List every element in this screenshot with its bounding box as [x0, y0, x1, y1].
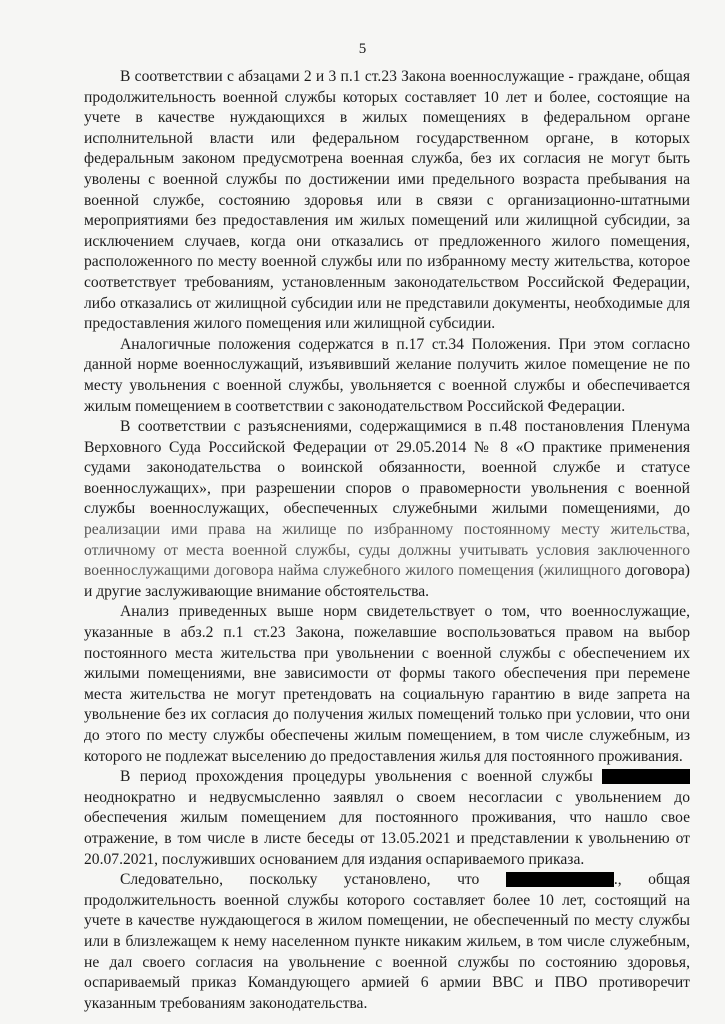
page-number: 5 [358, 41, 367, 57]
faded-text: реализации ими права на жилище по избранному постоянному месту жительства, отличному от места военной службы, суды должны учитывать условия заключенного военнослужащими договора найма служебного жилого помещения (жилищного [84, 521, 690, 580]
redacted-name-block [506, 872, 614, 887]
redacted-name-block [602, 769, 690, 784]
paragraph-text-start: Следовательно, поскольку установлено, что [120, 871, 506, 889]
paragraph-analysis: Анализ приведенных выше норм свидетельствует о том, что военнослужащие, указанные в абз.2 п.1 ст.23 Закона, пожелавшие воспользоваться правом на выбор постоянного места жительства при увольнении с военной службы с обеспечением их жилыми помещениями, вне зависимости от формы такого обеспечения при перемене места жительства не могут претендовать на социальную гарантию в виде запрета на увольнение без их согласия до получения жилых помещений только при условии, что они до этого по месту службы обеспечены жилым помещением, в том числе служебным, из которого не подлежат выселению до предоставления жилья для постоянного проживания. [84, 603, 690, 765]
paragraph-article-34: Аналогичные положения содержатся в п.17 ст.34 Положения. При этом согласно данной норме военнослужащий, изъявивший желание получить жилое помещение не по месту увольнения с военной службы, увольняется с военной службы и обеспечивается жилым помещением в соответствии с законодательством Российской Федерации. [84, 335, 690, 415]
paragraph-text-end: неоднократно и недвусмысленно заявлял о своем несогласии с увольнением до обеспечения жилым помещением для постоянного проживания, что нашло свое отражение, в том числе в листе беседы от 13.05.2021 и представлении к увольнению от 20.07.2021, послуживших основанием для издания оспариваемого приказа. [84, 788, 690, 868]
paragraph-supreme-court-clarification [84, 417, 690, 602]
paragraph-text-end: договора) и другие заслуживающие внимание обстоятельства. [84, 562, 690, 600]
paragraph-text-start: В период прохождения процедуры увольнения с военной службы [120, 768, 602, 786]
paragraph-conclusion [84, 870, 690, 1014]
paragraph-text-start: В соответствии с разъяснениями, содержащимися в п.48 постановления Пленума Верховного Суда Российской Федерации от 29.05.2014 № 8 «О практике применения судами законодательства о воинской обязанности, военной службе и статусе военнослужащих», при разрешении споров о правомерности увольнения с военной службы военнослужащих, обеспеченных служебными жилыми помещениями, до [84, 418, 690, 518]
paragraph-text-end: ., общая продолжительность военной службы которого составляет более 10 лет, состоящий на учете в качестве нуждающегося в жилом помещении, не обеспеченный по месту службы или в близлежащем к нему населенном пункте никаким жильем, в том числе служебным, не дал своего согласия на увольнение с военной службы по состоянию здоровья, оспариваемый приказ Командующего армией 6 армии ВВС и ПВО противоречит указанным требованиям законодательства. [84, 871, 691, 1012]
paragraph-article-23: В соответствии с абзацами 2 и 3 п.1 ст.23 Закона военнослужащие - граждане, общая продолжительность военной службы которых составляет 10 лет и более, состоящие на учете в качестве нуждающихся в жилых помещениях в федеральном органе исполнительной власти или федеральном государственном органе, в которых федеральным законом предусмотрена военная служба, без их согласия не могут быть уволены с военной службы по достижении ими предельного возраста пребывания на военной службе, состоянию здоровья или в связи с организационно-штатными мероприятиями без предоставления им жилых помещений или жилищной субсидии, за исключением случаев, когда они отказались от предложенного жилого помещения, расположенного по месту военной службы или по избранному месту жительства, которое соответствует требованиям, установленным законодательством Российской Федерации, либо отказались от жилищной субсидии или не представили документы, необходимые для предоставления жилого помещения или жилищной субсидии. [84, 68, 690, 333]
document-body [84, 67, 690, 1014]
paragraph-dismissal-procedure [84, 767, 690, 870]
